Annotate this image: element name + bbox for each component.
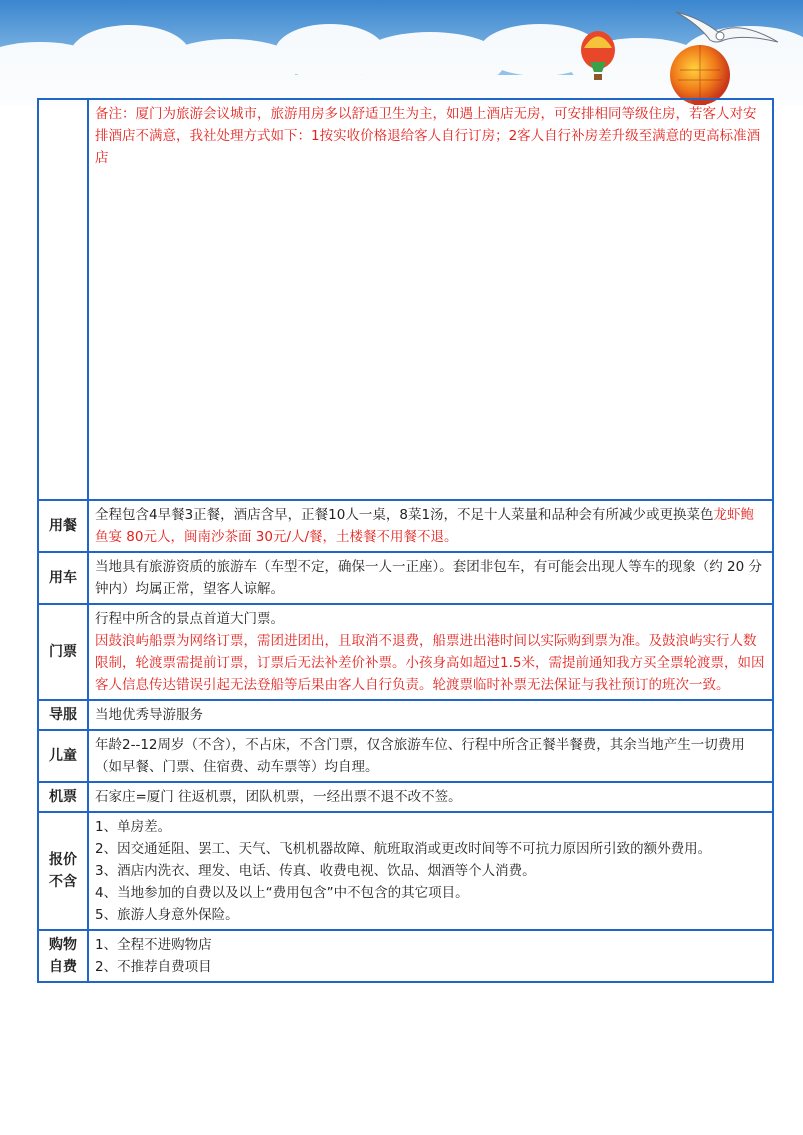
sky-header: [0, 0, 803, 105]
row-label-children: 儿童: [38, 730, 88, 782]
tickets-cell: [88, 604, 773, 700]
vehicle-text: 当地具有旅游资质的旅游车（车型不定，确保一人一正座）。套团非包车，有可能会出现人等车的现象（约 20 分钟内）均属正常，望客人谅解。: [88, 552, 773, 604]
hot-air-balloon-icon: [670, 45, 730, 105]
row-label-meals: 用餐: [38, 500, 88, 552]
sky-illustration: [0, 0, 803, 105]
guide-text: 当地优秀导游服务: [88, 700, 773, 730]
children-text: 年龄2--12周岁（不含），不占床，不含门票，仅含旅游车位、行程中所含正餐半餐费，其余当地产生一切费用（如早餐、门票、住宿费、动车票等）均自理。: [88, 730, 773, 782]
tickets-text: 行程中所含的景点首道大门票。: [95, 611, 284, 627]
row-label-excluded: [38, 812, 88, 930]
table-row: [38, 812, 773, 930]
flight-text: 石家庄=厦门 往返机票，团队机票，一经出票不退不改不签。: [88, 782, 773, 812]
meals-cell: [88, 500, 773, 552]
shopping-label-line-2: 自费: [49, 959, 77, 975]
list-item: 5、旅游人身意外保险。: [95, 907, 239, 923]
meals-text: 全程包含4早餐3正餐，酒店含早，正餐10人一桌，8菜1汤，不足十人菜量和品种会有所减少或更换菜色: [95, 507, 714, 523]
list-item: 1、单房差。: [95, 819, 172, 835]
excluded-label-line-2: 不含: [49, 874, 77, 890]
list-item: 2、不推荐自费项目: [95, 959, 212, 975]
table-row: [38, 782, 773, 812]
table-row: [38, 500, 773, 552]
row-label-tickets: 门票: [38, 604, 88, 700]
row-label-flight: 机票: [38, 782, 88, 812]
list-item: 4、当地参加的自费以及以上“费用包含”中不包含的其它项目。: [95, 885, 469, 901]
shopping-label-line-1: 购物: [49, 937, 77, 953]
table-row: [38, 930, 773, 982]
excluded-list: [88, 812, 773, 930]
excluded-label-line-1: 报价: [49, 852, 77, 868]
hotel-note-text: 备注：厦门为旅游会议城市，旅游用房多以舒适卫生为主，如遇上酒店无房，可安排相同等级住房，若客人对安排酒店不满意，我社处理方式如下：1按实收价格退给客人自行订房；2客人自行补房差升级至满意的更高标准酒店: [88, 99, 773, 500]
table-row: [38, 604, 773, 700]
list-item: 2、因交通延阻、罢工、天气、飞机机器故障、航班取消或更改时间等不可抗力原因所引致的额外费用。: [95, 841, 712, 857]
tickets-highlight: 因鼓浪屿船票为网络订票，需团进团出，且取消不退费，船票进出港时间以实际购到票为准。及鼓浪屿实行人数限制，轮渡票需提前订票，订票后无法补差价补票。小孩身高如超过1.5米，需提前通知我方买全票轮渡票，如因客人信息传达错误引起无法登船等后果由客人自行负责。轮渡票临时补票无法保证与我社预订的班次一致。: [95, 633, 765, 693]
meals-highlight: 龙虾鲍鱼宴 80元人，闽南沙茶面 30元/人/餐，土楼餐不用餐不退。: [95, 507, 755, 545]
row-label-vehicle: 用车: [38, 552, 88, 604]
itinerary-info-table: [37, 98, 774, 983]
table-row: [38, 552, 773, 604]
shopping-list: [88, 930, 773, 982]
list-item: 1、全程不进购物店: [95, 937, 212, 953]
table-row: [38, 700, 773, 730]
row-label-guide: 导服: [38, 700, 88, 730]
row-label-hotel-note: [38, 99, 88, 500]
row-label-shopping: [38, 930, 88, 982]
table-row: [38, 730, 773, 782]
list-item: 3、酒店内洗衣、理发、电话、传真、收费电视、饮品、烟酒等个人消费。: [95, 863, 536, 879]
table-row: [38, 99, 773, 500]
